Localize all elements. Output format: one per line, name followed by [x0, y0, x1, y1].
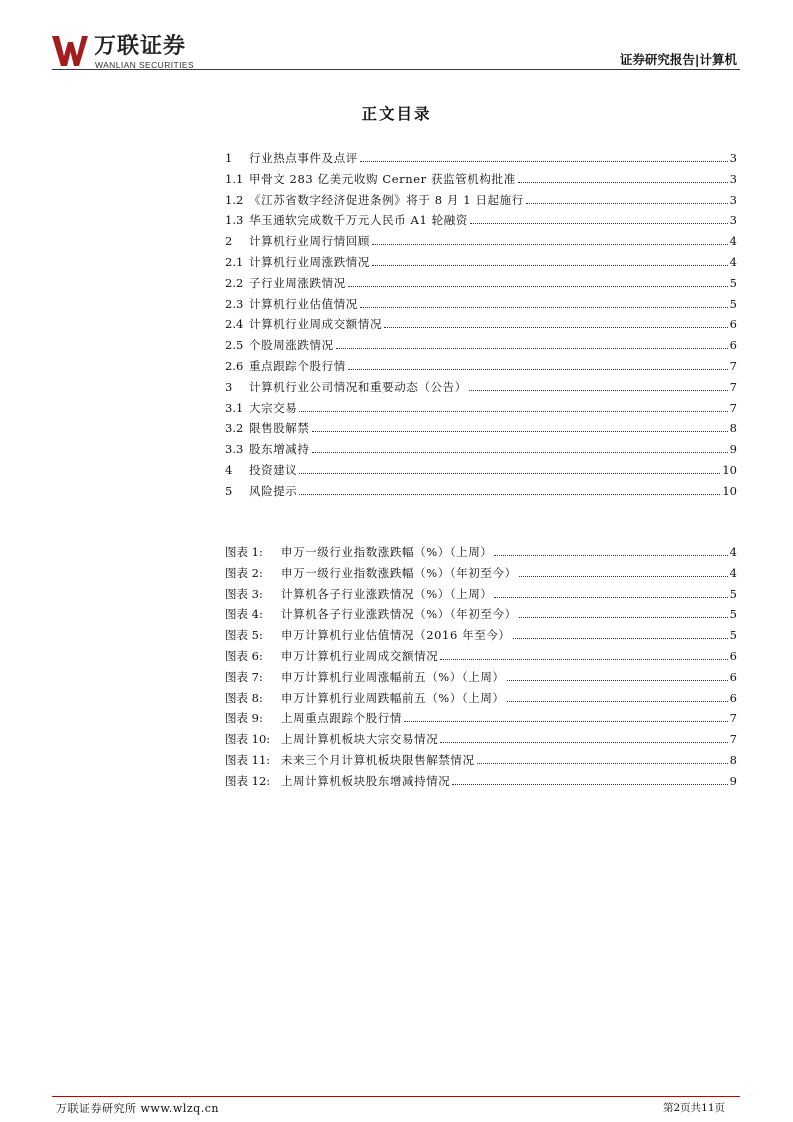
toc-item-number: 3.3 — [225, 442, 244, 457]
toc-item-number: 1.1 — [225, 171, 244, 186]
toc-item[interactable] — [225, 290, 737, 311]
figure-item[interactable] — [225, 684, 737, 705]
toc-item-title: 计算机行业估值情况 — [249, 296, 358, 311]
figure-item-title: 申万一级行业指数涨跌幅（%）（上周） — [281, 545, 493, 559]
dot-leader — [513, 638, 728, 639]
toc-item-title: 计算机行业周行情回顾 — [249, 234, 370, 249]
toc-item-page: 10 — [722, 483, 737, 498]
figure-item-number: 图表 5: — [225, 628, 263, 643]
toc-item[interactable] — [225, 248, 737, 269]
dot-leader — [526, 203, 728, 204]
dot-leader — [312, 431, 728, 432]
toc-item-number: 5 — [225, 483, 233, 498]
dot-leader — [477, 763, 728, 764]
toc-item[interactable] — [225, 206, 737, 227]
toc-item-page: 3 — [729, 213, 737, 228]
figure-item-number: 图表 6: — [225, 649, 263, 663]
toc-item-page: 5 — [729, 296, 737, 311]
toc-item-title: 投资建议 — [249, 463, 298, 477]
figure-item-page: 5 — [729, 628, 737, 643]
figure-item[interactable] — [225, 746, 737, 767]
toc-item[interactable] — [225, 331, 737, 352]
figure-item-title: 申万计算机行业周成交额情况 — [281, 649, 439, 663]
dot-leader — [519, 576, 728, 577]
figure-item-page: 6 — [729, 669, 737, 684]
dot-leader — [299, 411, 727, 412]
figure-item-title: 申万计算机行业周涨幅前五（%）（上周） — [281, 669, 505, 684]
toc-item[interactable] — [225, 435, 737, 456]
figure-item[interactable] — [225, 704, 737, 725]
dot-leader — [507, 680, 728, 681]
wanlian-logo-icon — [52, 36, 88, 66]
figure-item-number: 图表 11: — [225, 753, 271, 767]
figure-item[interactable] — [225, 580, 737, 601]
toc-item-title: 重点跟踪个股行情 — [249, 359, 346, 373]
toc-item-number: 2.1 — [225, 255, 244, 269]
page-number: 第2页共11页 — [662, 1102, 725, 1114]
dot-leader — [440, 659, 727, 660]
toc-item-number: 1.3 — [225, 213, 244, 228]
toc-item-page: 4 — [729, 255, 737, 269]
toc-item-number: 1 — [225, 151, 233, 165]
toc-item[interactable] — [225, 227, 737, 248]
toc-item[interactable] — [225, 310, 737, 331]
figure-item-page: 8 — [729, 753, 737, 767]
figure-item-number: 图表 3: — [225, 586, 263, 601]
figure-item-page: 7 — [729, 732, 737, 747]
figure-item-page: 5 — [729, 607, 737, 622]
dot-leader — [336, 348, 728, 349]
page-title: 正文目录 — [361, 105, 432, 123]
dot-leader — [507, 701, 728, 702]
figure-item[interactable] — [225, 663, 737, 684]
figure-item-title: 未来三个月计算机板块限售解禁情况 — [281, 753, 475, 767]
dot-leader — [299, 473, 720, 474]
toc-item-number: 1.2 — [225, 192, 244, 207]
toc-item[interactable] — [225, 394, 737, 415]
toc-item-title: 华玉通软完成数千万元人民币 A1 轮融资 — [249, 213, 468, 228]
toc-item-title: 计算机行业周涨跌情况 — [249, 255, 370, 269]
dot-leader — [404, 721, 728, 722]
dot-leader — [372, 244, 728, 245]
dot-leader — [469, 390, 728, 391]
toc-item-page: 7 — [729, 400, 737, 415]
figure-item-number: 图表 2: — [225, 565, 263, 580]
toc-item-title: 计算机行业公司情况和重要动态（公告） — [249, 379, 467, 394]
figure-item-number: 图表 7: — [225, 669, 263, 684]
footer-source: 万联证券研究所 www.wlzq.cn — [56, 1102, 219, 1115]
toc-item-number: 4 — [225, 463, 233, 477]
company-logo — [52, 36, 212, 70]
toc-item-title: 行业热点事件及点评 — [249, 151, 358, 165]
toc-item-number: 2.5 — [225, 338, 244, 353]
dot-leader — [360, 161, 728, 162]
figure-item[interactable] — [225, 600, 737, 621]
figure-item[interactable] — [225, 538, 737, 559]
dot-leader — [494, 597, 727, 598]
header-divider — [52, 69, 740, 70]
figure-item-number: 图表 9: — [225, 711, 263, 726]
toc-item-number: 2.3 — [225, 296, 244, 311]
toc-item-page: 6 — [729, 317, 737, 332]
toc-item[interactable] — [225, 269, 737, 290]
toc-item-title: 个股周涨跌情况 — [249, 338, 334, 353]
toc-item-page: 10 — [722, 463, 737, 477]
toc-item-page: 3 — [729, 151, 737, 165]
dot-leader — [519, 617, 728, 618]
figure-item-title: 申万计算机行业估值情况（2016 年至今） — [281, 628, 511, 643]
figure-item-page: 7 — [729, 711, 737, 726]
toc-item-page: 6 — [729, 338, 737, 353]
figure-item[interactable] — [225, 767, 737, 788]
dot-leader — [348, 286, 728, 287]
figure-item-number: 图表 10: — [225, 732, 271, 747]
toc-item-page: 7 — [729, 379, 737, 394]
dot-leader — [470, 223, 728, 224]
brand-name-cn: 万联证券 — [94, 34, 187, 59]
figure-item-page: 5 — [729, 586, 737, 601]
figure-item-title: 计算机各子行业涨跌情况（%）（年初至今） — [281, 607, 517, 622]
toc-item-title: 大宗交易 — [249, 400, 298, 415]
figure-item-page: 6 — [729, 690, 737, 705]
toc-item-number: 2 — [225, 234, 233, 249]
figure-item-number: 图表 12: — [225, 773, 271, 788]
toc-item-page: 9 — [729, 442, 737, 457]
toc-item-page: 3 — [729, 192, 737, 207]
figure-item-title: 上周计算机板块大宗交易情况 — [281, 732, 439, 747]
toc-item-title: 限售股解禁 — [249, 421, 310, 436]
dot-leader — [312, 452, 728, 453]
toc-item[interactable] — [225, 456, 737, 477]
figure-item-title: 申万计算机行业周跌幅前五（%）（上周） — [281, 690, 505, 705]
figure-item[interactable] — [225, 642, 737, 663]
toc-item-title: 股东增减持 — [249, 442, 310, 457]
figure-item[interactable] — [225, 621, 737, 642]
toc-item-title: 计算机行业周成交额情况 — [249, 317, 383, 332]
figure-item-number: 图表 8: — [225, 690, 263, 705]
dot-leader — [348, 369, 728, 370]
toc-item-title: 子行业周涨跌情况 — [249, 275, 346, 290]
figure-item-page: 4 — [729, 565, 737, 580]
figure-item-number: 图表 4: — [225, 607, 263, 622]
toc-item-number: 3.1 — [225, 400, 244, 415]
toc-item-number: 2.6 — [225, 359, 244, 373]
figure-item-page: 9 — [729, 773, 737, 788]
toc-item[interactable] — [225, 477, 737, 498]
toc-item[interactable] — [225, 373, 737, 394]
figure-item-page: 4 — [729, 545, 737, 559]
toc-item-number: 3 — [225, 379, 233, 394]
figure-item-title: 申万一级行业指数涨跌幅（%）（年初至今） — [281, 565, 517, 580]
toc-item-page: 3 — [729, 171, 737, 186]
toc-item-page: 8 — [729, 421, 737, 436]
toc-item-page: 5 — [729, 275, 737, 290]
toc-item-number: 3.2 — [225, 421, 244, 436]
toc-item[interactable] — [225, 144, 737, 165]
dot-leader — [360, 307, 728, 308]
figure-item-page: 6 — [729, 649, 737, 663]
report-type: 证券研究报告|计算机 — [619, 52, 737, 67]
dot-leader — [440, 742, 727, 743]
dot-leader — [452, 784, 727, 785]
toc-item-number: 2.2 — [225, 275, 244, 290]
figure-item-title: 上周重点跟踪个股行情 — [281, 711, 402, 726]
brand-name-en: WANLIAN SECURITIES — [95, 60, 194, 70]
dot-leader — [384, 327, 728, 328]
toc-item-title: 甲骨文 283 亿美元收购 Cerner 获监管机构批准 — [249, 171, 516, 186]
dot-leader — [299, 494, 720, 495]
figure-item[interactable] — [225, 559, 737, 580]
toc-item-page: 7 — [729, 359, 737, 373]
dot-leader — [372, 265, 728, 266]
toc-item-number: 2.4 — [225, 317, 244, 332]
figure-item[interactable] — [225, 725, 737, 746]
toc-item[interactable] — [225, 414, 737, 435]
toc-item[interactable] — [225, 352, 737, 373]
toc-item-page: 4 — [729, 234, 737, 249]
figure-item-number: 图表 1: — [225, 545, 263, 559]
toc-item-title: 风险提示 — [249, 483, 298, 498]
footer-divider — [52, 1096, 740, 1097]
dot-leader — [494, 555, 727, 556]
toc-item-title: 《江苏省数字经济促进条例》将于 8 月 1 日起施行 — [249, 192, 524, 207]
dot-leader — [518, 182, 728, 183]
figure-item-title: 上周计算机板块股东增减持情况 — [281, 773, 451, 788]
figure-item-title: 计算机各子行业涨跌情况（%）（上周） — [281, 586, 493, 601]
toc-item[interactable] — [225, 186, 737, 207]
toc-item[interactable] — [225, 165, 737, 186]
